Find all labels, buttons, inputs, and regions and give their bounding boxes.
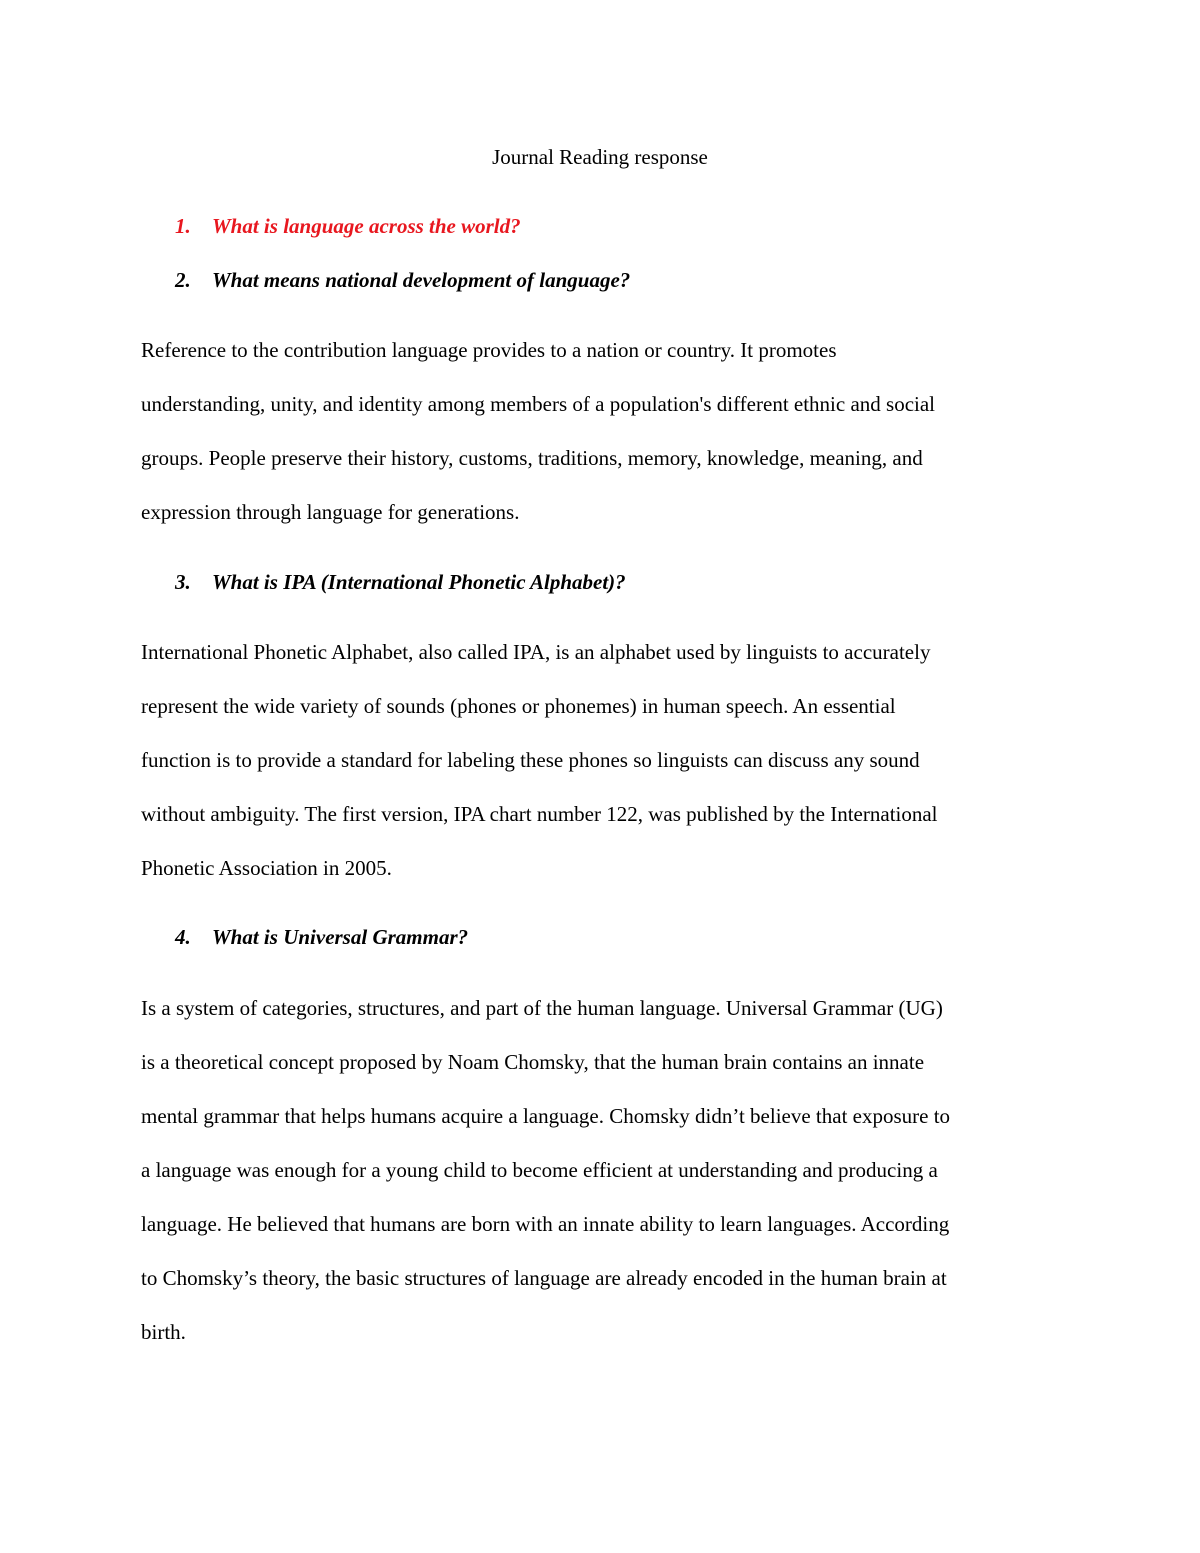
paragraph-line: groups. People preserve their history, customs, traditions, memory, knowledge, meaning, and	[141, 446, 923, 470]
paragraph-line: Reference to the contribution language provides to a nation or country. It promotes	[141, 338, 837, 362]
paragraph-line: function is to provide a standard for labeling these phones so linguists can discuss any sound	[141, 748, 920, 772]
paragraph-line: a language was enough for a young child to become efficient at understanding and producing a	[141, 1158, 938, 1182]
paragraph-line: Is a system of categories, structures, and part of the human language. Universal Grammar (UG)	[141, 996, 943, 1020]
paragraph-line: to Chomsky’s theory, the basic structures of language are already encoded in the human brain at	[141, 1266, 947, 1290]
question-text: What is language across the world?	[212, 214, 521, 238]
question-4	[175, 922, 468, 952]
question-number: 4.	[175, 925, 191, 949]
paragraph-line: birth.	[141, 1320, 186, 1344]
paragraph-line: mental grammar that helps humans acquire a language. Chomsky didn’t believe that exposure to	[141, 1104, 951, 1128]
question-text: What is Universal Grammar?	[212, 925, 469, 949]
paragraph-line: language. He believed that humans are born with an innate ability to learn languages. According	[141, 1212, 950, 1236]
question-number: 1.	[175, 214, 191, 238]
paragraph-line: expression through language for generations.	[141, 500, 520, 524]
question-number: 3.	[175, 570, 191, 594]
answer-4-paragraph	[141, 981, 1071, 1359]
question-text: What is IPA (International Phonetic Alphabet)?	[212, 570, 626, 594]
paragraph-line: International Phonetic Alphabet, also called IPA, is an alphabet used by linguists to accurately	[141, 640, 931, 664]
question-3	[175, 567, 626, 597]
paragraph-line: is a theoretical concept proposed by Noam Chomsky, that the human brain contains an innate	[141, 1050, 925, 1074]
paragraph-line: represent the wide variety of sounds (phones or phonemes) in human speech. An essential	[141, 694, 896, 718]
answer-2-paragraph	[141, 323, 1071, 539]
paragraph-line: understanding, unity, and identity among members of a population's different ethnic and social	[141, 392, 936, 416]
question-2	[175, 265, 630, 295]
question-text: What means national development of language?	[212, 268, 631, 292]
question-number: 2.	[175, 268, 191, 292]
question-1	[175, 211, 521, 241]
paragraph-line: without ambiguity. The first version, IPA chart number 122, was published by the International	[141, 802, 938, 826]
paragraph-line: Phonetic Association in 2005.	[141, 856, 392, 880]
answer-3-paragraph	[141, 625, 1071, 895]
document-title: Journal Reading response	[492, 145, 708, 169]
